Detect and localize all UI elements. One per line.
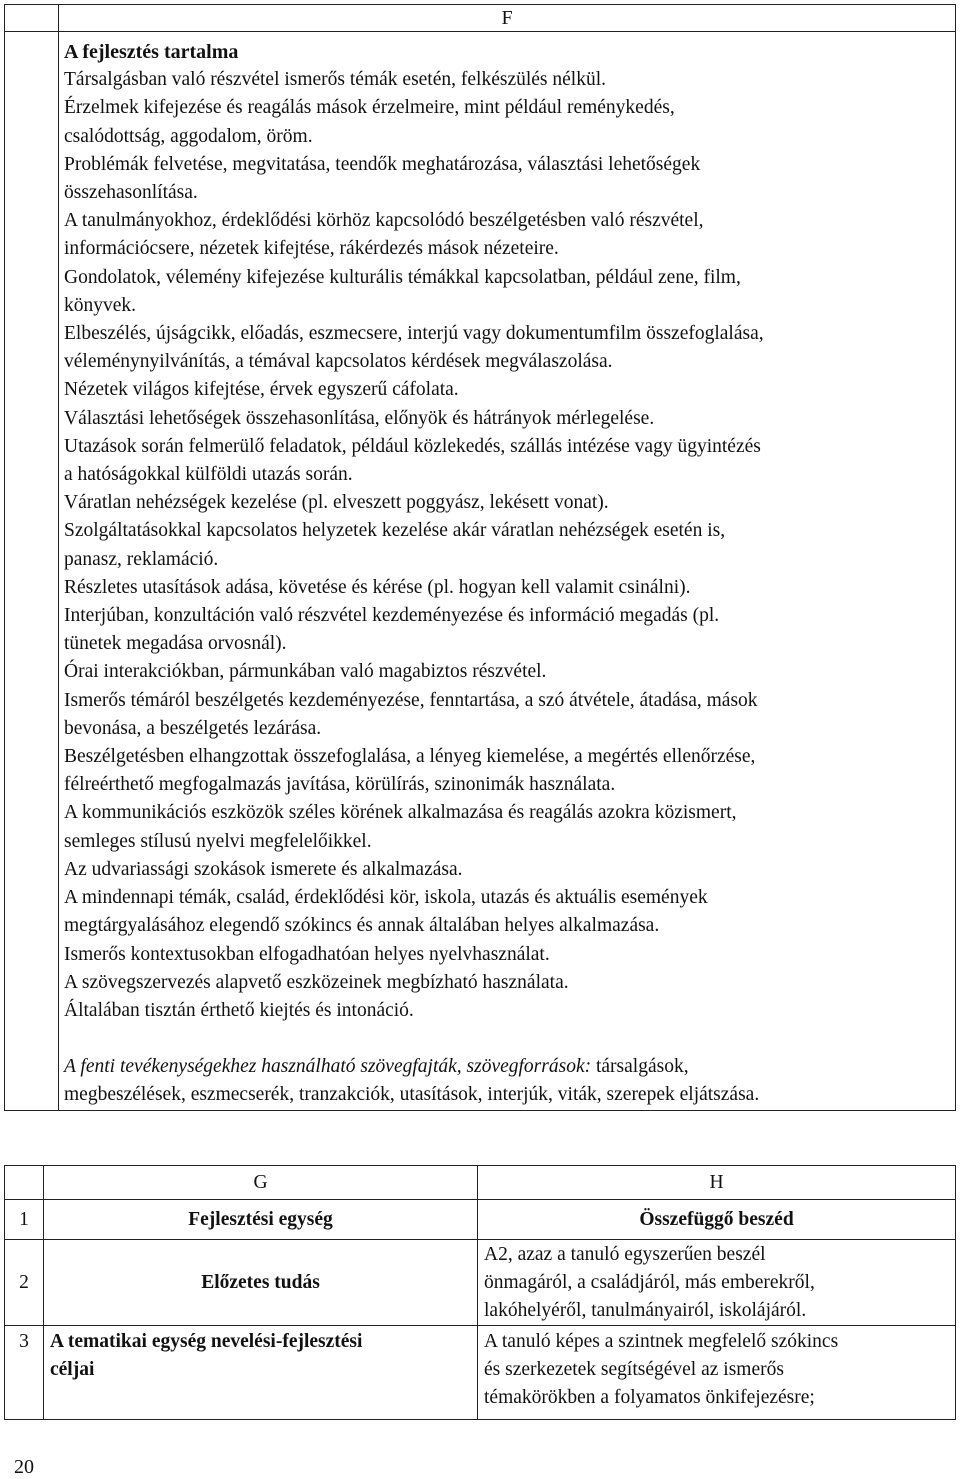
- content-line: könyvek.: [64, 294, 137, 316]
- value-line: témakörökben a folyamatos önkifejezésre;: [484, 1387, 815, 1408]
- content-line: panasz, reklamáció.: [64, 548, 219, 570]
- row-label: [44, 1326, 478, 1420]
- content-line: csalódottság, aggodalom, öröm.: [64, 125, 313, 147]
- row-label: Előzetes tudás: [44, 1240, 478, 1326]
- content-line: Problémák felvetése, megvitatása, teendők meghatározása, választási lehetőségek: [64, 153, 701, 175]
- empty-header-cell: [5, 5, 59, 32]
- content-line: Váratlan nehézségek kezelése (pl. elveszett poggyász, lekésett vonat).: [64, 492, 609, 514]
- content-line: tünetek megadása orvosnál).: [64, 633, 287, 655]
- value-line: A2, azaz a tanuló egyszerűen beszél: [484, 1243, 766, 1265]
- content-line: A mindennapi témák, család, érdeklődési kör, iskola, utazás és aktuális események: [64, 887, 708, 909]
- value-line: önmagáról, a családjáról, más emberekről,: [484, 1271, 815, 1293]
- content-line: Általában tisztán érthető kiejtés és intonáció.: [64, 999, 414, 1021]
- content-line: megtárgyalásához elegendő szókincs és annak általában helyes alkalmazása.: [64, 915, 660, 937]
- content-line: összehasonlítása.: [64, 182, 198, 204]
- value-line: és szerkezetek segítségével az ismerős: [484, 1359, 784, 1380]
- empty-header-cell: [5, 1166, 44, 1200]
- row-value: Összefüggő beszéd: [478, 1200, 956, 1240]
- label-line: céljai: [50, 1359, 95, 1380]
- value-line: lakóhelyéről, tanulmányairól, iskolájáról.: [484, 1299, 807, 1321]
- column-header-h: H: [478, 1166, 956, 1200]
- empty-number-cell: [5, 32, 59, 1111]
- content-line: Utazások során felmerülő feladatok, például közlekedés, szállás intézése vagy ügyintézés: [64, 435, 761, 457]
- row-number: 1: [5, 1200, 44, 1240]
- note-line: [64, 1053, 949, 1081]
- row-value: [478, 1240, 956, 1326]
- spacer: [64, 1025, 949, 1053]
- content-line: Szolgáltatásokkal kapcsolatos helyzetek kezelése akár váratlan nehézségek esetén is,: [64, 520, 726, 542]
- content-line: félreérthető megfogalmazás javítása, körülírás, szinonimák használata.: [64, 774, 616, 796]
- content-line: Ismerős témáról beszélgetés kezdeményezése, fenntartása, a szó átvétele, átadása, mások: [64, 689, 758, 711]
- column-header-g: G: [44, 1166, 478, 1200]
- row-label: Fejlesztési egység: [44, 1200, 478, 1240]
- content-line: A tanulmányokhoz, érdeklődési körhöz kapcsolódó beszélgetésben való részvétel,: [64, 210, 704, 232]
- note-italic: A fenti tevékenységekhez használható szövegfajták, szövegforrások:: [64, 1056, 592, 1078]
- content-line: Az udvariassági szokások ismerete és alkalmazása.: [64, 858, 463, 880]
- content-line: semleges stílusú nyelvi megfelelőikkel.: [64, 830, 372, 852]
- content-table: [4, 4, 956, 1111]
- content-line: véleménynyilvánítás, a témával kapcsolatos kérdések megválaszolása.: [64, 351, 613, 373]
- content-line: Elbeszélés, újságcikk, előadás, eszmecsere, interjú vagy dokumentumfilm összefoglalása,: [64, 323, 764, 345]
- page-number: 20: [14, 1456, 34, 1478]
- section-heading: A fejlesztés tartalma: [64, 41, 239, 63]
- content-line: a hatóságokkal külföldi utazás során.: [64, 464, 353, 486]
- unit-table: [4, 1165, 956, 1420]
- content-line: Beszélgetésben elhangzottak összefoglalása, a lényeg kiemelése, a megértés ellenőrzése,: [64, 746, 756, 768]
- content-line: információcsere, nézetek kifejtése, rákérdezés mások nézeteire.: [64, 238, 559, 260]
- content-line: Választási lehetőségek összehasonlítása, előnyök és hátrányok mérlegelése.: [64, 407, 655, 429]
- content-line: Részletes utasítások adása, követése és kérése (pl. hogyan kell valamit csinálni).: [64, 576, 691, 598]
- content-line: A kommunikációs eszközök széles körének alkalmazása és reagálás azokra közismert,: [64, 802, 737, 824]
- label-line: A tematikai egység nevelési-fejlesztési: [50, 1331, 363, 1352]
- row-value: [478, 1326, 956, 1420]
- note-rest: társalgások,: [591, 1056, 689, 1078]
- note-line-2: megbeszélések, eszmecserék, tranzakciók, utasítások, interjúk, viták, szerepek eljátszása.: [64, 1084, 760, 1106]
- content-line: A szövegszervezés alapvető eszközeinek megbízható használata.: [64, 971, 569, 993]
- row-number: 2: [5, 1240, 44, 1326]
- value-line: A tanuló képes a szintnek megfelelő szókincs: [484, 1331, 839, 1352]
- content-line: Órai interakciókban, pármunkában való magabiztos részvétel.: [64, 661, 547, 683]
- content-line: bevonása, a beszélgetés lezárása.: [64, 717, 322, 739]
- content-line: Interjúban, konzultáción való részvétel kezdeményezése és információ megadás (pl.: [64, 605, 720, 627]
- content-line: Ismerős kontextusokban elfogadhatóan helyes nyelvhasználat.: [64, 943, 550, 965]
- content-line: Érzelmek kifejezése és reagálás mások érzelmeire, mint például reménykedés,: [64, 97, 675, 119]
- row-number: 3: [5, 1326, 44, 1420]
- content-cell: [59, 32, 956, 1111]
- content-line: Nézetek világos kifejtése, érvek egyszerű cáfolata.: [64, 379, 459, 401]
- content-line: Társalgásban való részvétel ismerős témák esetén, felkészülés nélkül.: [64, 69, 607, 91]
- column-header-f: F: [59, 5, 956, 32]
- content-line: Gondolatok, vélemény kifejezése kulturális témákkal kapcsolatban, például zene, film,: [64, 266, 741, 288]
